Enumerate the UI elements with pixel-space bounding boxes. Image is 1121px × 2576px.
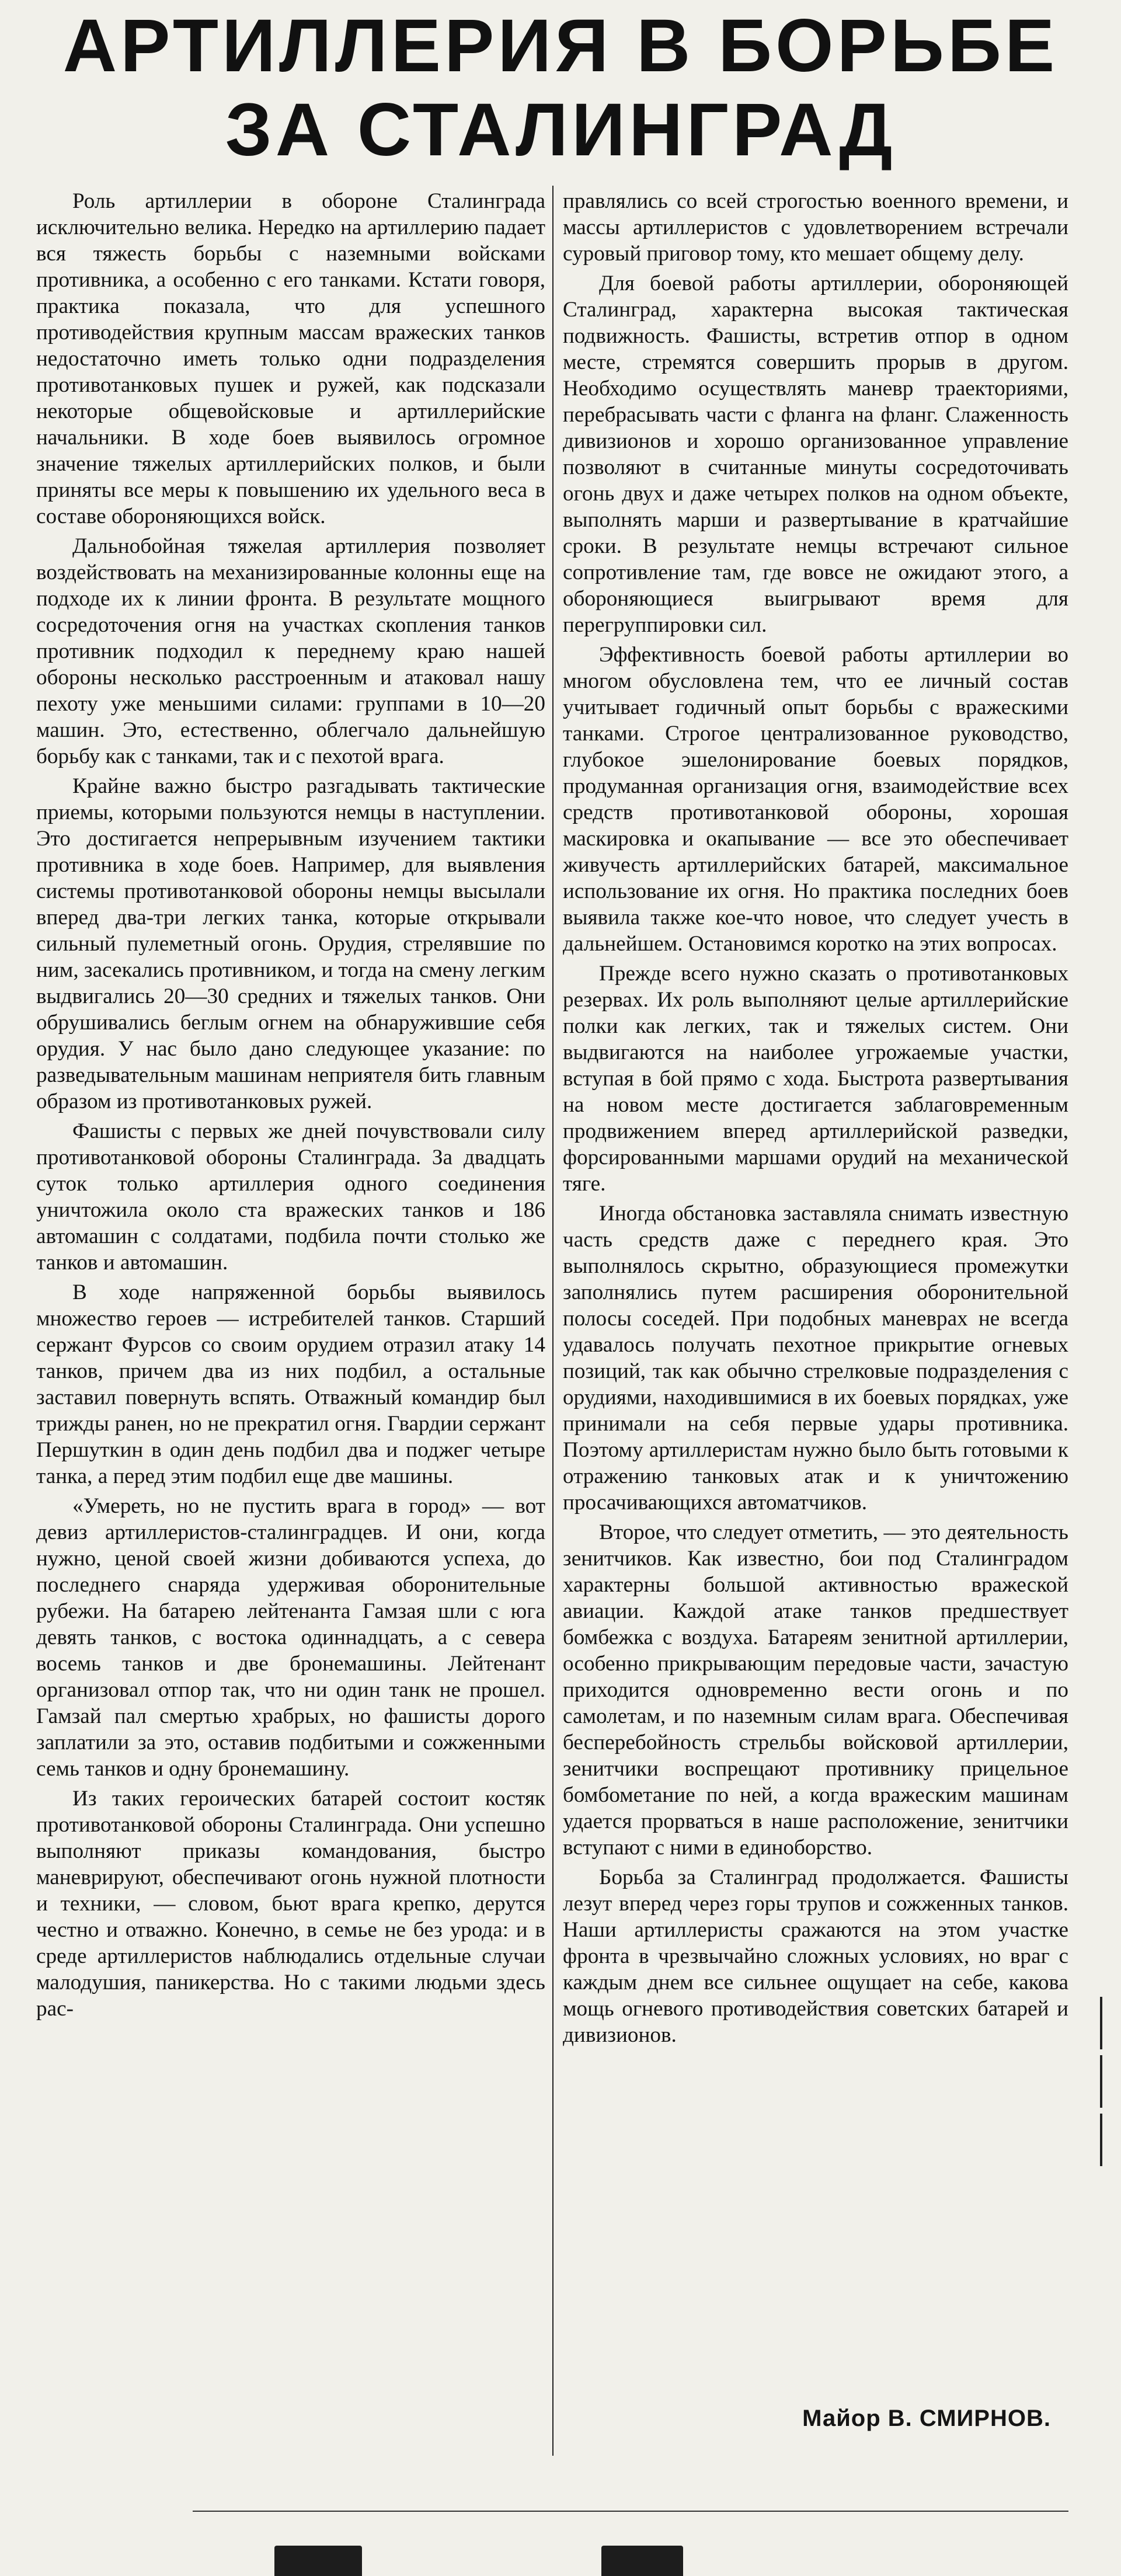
headline-fragment-shape: [601, 2546, 683, 2576]
paragraph: Прежде всего нужно сказать о противотанковых резервах. Их роль выполняют целые артиллерийские полки как легких, так и тяжелых систем. Они выдвигаются на наиболее угрожаемые участки, вступая в бой прямо с хода. Быстрота развертывания на новом месте достигается заблаговременным продвижением вперед артиллерийской разведки, форсированными маршами орудий на механической тяге.: [563, 962, 1068, 1196]
article-column-right: [563, 188, 1068, 2052]
paragraph: Эффективность боевой работы артиллерии во многом обусловлена тем, что ее личный состав учитывает годичный опыт борьбы с вражескими танками. Строгое централизованное руководство, глубокое эшелонирование боевых порядков, продуманная организация огня, взаимодействие всех средств противотанковой обороны, хорошая маскировка и окапывание — все это обеспечивает живучесть артиллерийских батарей, максимальное использование их огня. Но практика последних боев выявила также кое-что новое, что следует учесть в дальнейшем. Остановимся коротко на этих вопросах.: [563, 643, 1068, 956]
paragraph: Борьба за Сталинград продолжается. Фашисты лезут вперед через горы трупов и сожженных танков. Наши артиллеристы сражаются на этом участке фронта в чрезвычайно сложных условиях, но враг с каждым днем все сильнее ощущает на себе, какова мощь огневого противодействия советских батарей и дивизионов.: [563, 1865, 1068, 2047]
headline-line-1: АРТИЛЛЕРИЯ В БОРЬБЕ: [62, 4, 1059, 88]
paragraph: Второе, что следует отметить, — это деятельность зенитчиков. Как известно, бои под Сталинградом характерны большой активностью вражеской авиации. Каждой атаке танков предшествует бомбежка с воздуха. Батареям зенитной артиллерии, особенно прикрывающим передовые части, зачастую приходится одновременно вести огонь и по самолетам, и по наземным силам врага. Обеспечивая бесперебойность стрельбы войсковой артиллерии, зенитчики воспрещают противнику прицельное бомбометание по ней, а когда вражеским машинам удается прорваться в наше расположение, зенитчики вступают с ними в единоборство.: [563, 1520, 1068, 1860]
adjacent-column-edge: [1100, 1997, 1117, 2166]
paragraph: Роль артиллерии в обороне Сталинграда исключительно велика. Нередко на артиллерию падает вся тяжесть борьбы с наземными войсками противника, а особенно с его танками. Кстати говоря, практика показала, что для успешного противодействия крупным массам вражеских танков недостаточно иметь только одни подразделения противотанковых пушек и ружей, как подсказали некоторые общевойсковые и артиллерийские начальники. В ходе боев выявилось огромное значение тяжелых артиллерийских полков, и были приняты все меры к повышению их удельного веса в составе обороняющихся войск.: [36, 189, 545, 528]
paragraph: В ходе напряженной борьбы выявилось множество героев — истребителей танков. Старший сержант Фурсов со своим орудием отразил атаку 14 танков, причем два из них подбил, а остальные заставил повернуть вспять. Отважный командир был трижды ранен, но не прекратил огня. Гвардии сержант Першуткин в один день подбил два и поджег четыре танка, а перед этим подбил еще две машины.: [36, 1280, 545, 1488]
next-article-headline-fragment: [0, 2511, 1121, 2576]
headline-fragment-shape: [274, 2546, 362, 2576]
paragraph: Фашисты с первых же дней почувствовали силу противотанковой обороны Сталинграда. За двадцать суток только артиллерия одного соединения уничтожила около ста вражеских танков и 186 автомашин с солдатами, подбила почти столько же танков и автомашин.: [36, 1119, 545, 1275]
paragraph: правлялись со всей строгостью военного времени, и массы артиллеристов с удовлетворением встречали суровый приговор тому, кто мешает общему делу.: [563, 189, 1068, 266]
column-divider: [552, 186, 553, 2456]
article-column-left: [36, 188, 545, 2025]
paragraph: Иногда обстановка заставляла снимать известную часть средств даже с переднего края. Это выполнялось скрытно, образующиеся промежутки заполнялись путем расширения оборонительной полосы соседей. При подобных маневрах не всегда удавалось получать пехотное прикрытие огневых позиций, так как обычно стрелковые подразделения с орудиями, находившимися в их боевых порядках, уже принимали на себя первые удары противника. Поэтому артиллеристам нужно было быть готовыми к отражению танковых атак и к уничтожению просачивающихся автоматчиков.: [563, 1202, 1068, 1515]
headline-line-2: ЗА СТАЛИНГРАД: [225, 88, 896, 172]
paragraph: Для боевой работы артиллерии, обороняющей Сталинград, характерна высокая тактическая подвижность. Фашисты, встретив отпор в одном месте, стремятся совершить прорыв в другом. Необходимо осуществлять маневр траекториями, перебрасывать части с фланга на фланг. Слаженность дивизионов и хорошо организованное управление позволяют в считанные минуты сосредоточивать огонь двух и даже четырех полков на одном объекте, выполнять марши и развертывание в кратчайшие сроки. В результате немцы встречают сильное сопротивление там, где вовсе не ожидают этого, а обороняющиеся выигрывают время для перегруппировки сил.: [563, 271, 1068, 637]
paragraph: Из таких героических батарей состоит костяк противотанковой обороны Сталинграда. Они успешно выполняют приказы командования, быстро маневрируют, обеспечивают огонь нужной плотности и техники, — словом, бьют врага крепко, дерутся честно и отважно. Конечно, в семье не без урода: и в среде артиллеристов наблюдались отдельные случаи малодушия, паникерства. Но с такими людьми здесь рас-: [36, 1787, 545, 2021]
paragraph: «Умереть, но не пустить врага в город» — вот девиз артиллеристов-сталинградцев. И они, когда нужно, ценой своей жизни добиваются успеха, до последнего снаряда удерживая оборонительные рубежи. На батарею лейтенанта Гамзая шли с юга девять танков, с востока одиннадцать, а с севера восемь танков и две бронемашины. Лейтенант организовал отпор так, что ни один танк не прошел. Гамзай пал смертью храбрых, но фашисты дорого заплатили за это, оставив подбитыми и сожженными семь танков и одну бронемашину.: [36, 1494, 545, 1781]
paragraph: Крайне важно быстро разгадывать тактические приемы, которыми пользуются немцы в наступлении. Это достигается непрерывным изучением тактики противника в ходе боев. Например, для выявления системы противотанковой обороны немцы высылали вперед два-три легких танка, которые открывали сильный пулеметный огонь. Орудия, стрелявшие по ним, засекались противником, и тогда на смену легким выдвигались 20—30 средних и тяжелых танков. Они обрушивались беглым огнем на обнаружившие себя орудия. У нас было дано следующее указание: по разведывательным машинам неприятеля бить главным образом из противотанковых ружей.: [36, 774, 545, 1113]
paragraph: Дальнобойная тяжелая артиллерия позволяет воздействовать на механизированные колонны еще на подходе их к линии фронта. В результате мощного сосредоточения огня на участках скопления танков противник подходил к переднему краю нашей обороны несколько расстроенным и атаковал нашу пехоту уже меньшими силами: группами в 10—20 машин. Это, естественно, облегчало дальнейшую борьбу как с танками, так и с пехотой врага.: [36, 534, 545, 768]
author-signature: Майор В. СМИРНОВ.: [802, 2406, 1051, 2431]
